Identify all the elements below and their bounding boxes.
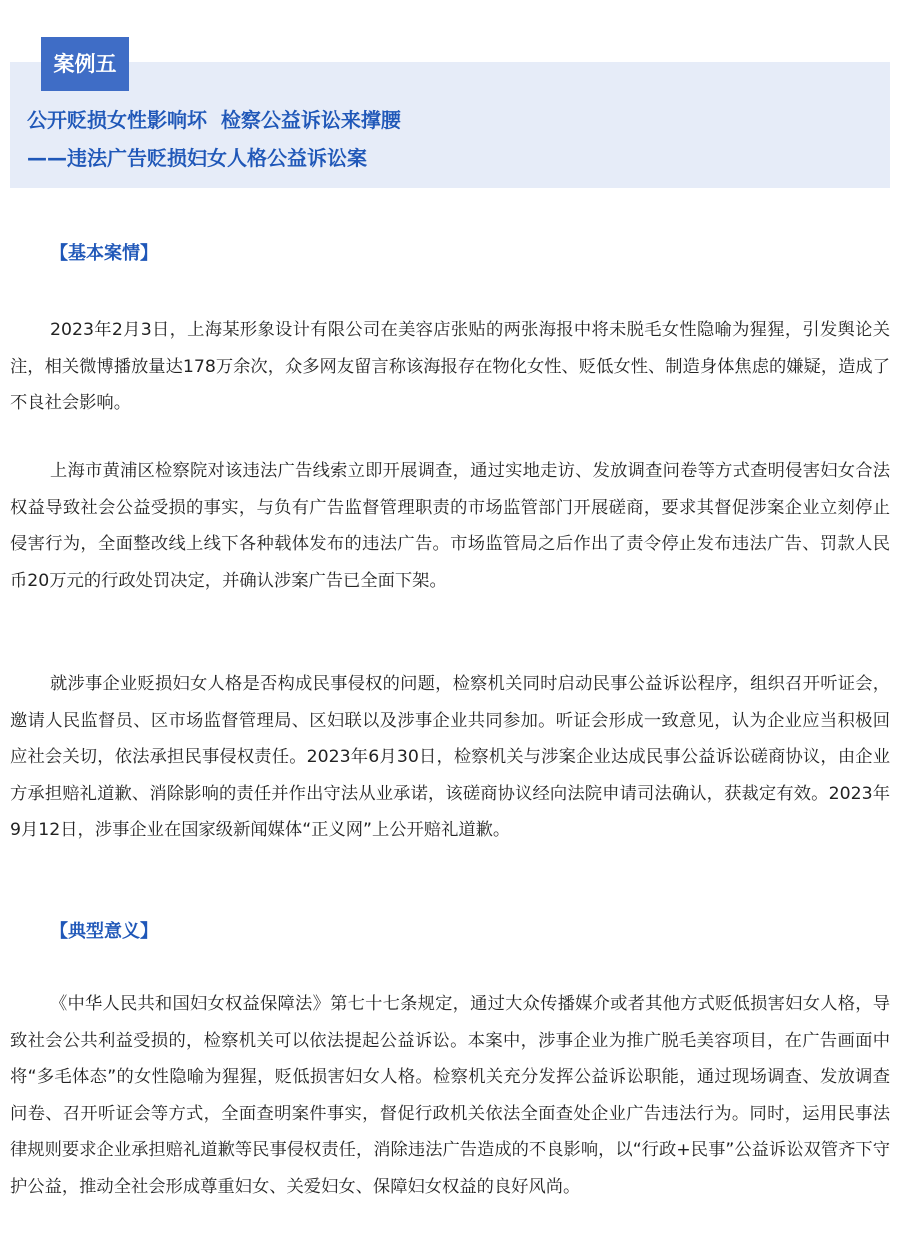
basic-facts-paragraph-2: 上海市黄浦区检察院对该违法广告线索立即开展调查，通过实地走访、发放调查问卷等方式查明侵害妇女合法权益导致社会公益受损的事实，与负有广告监督管理职责的市场监管部门开展磋商，要求其督促涉案企业立刻停止侵害行为，全面整改线上线下各种载体发布的违法广告。市场监管局之后作出了责令停止发布违法广告、罚款人民币20万元的行政处罚决定，并确认涉案广告已全面下架。: [10, 461, 890, 591]
case-subtitle: ——违法广告贬损妇女人格公益诉讼案: [27, 146, 367, 170]
case-number-badge: 案例五: [41, 37, 129, 91]
section-heading-basic-facts: 【基本案情】: [50, 243, 158, 264]
significance-paragraph-1: 《中华人民共和国妇女权益保障法》第七十七条规定，通过大众传播媒介或者其他方式贬低损害妇女人格，导致社会公共利益受损的，检察机关可以依法提起公益诉讼。本案中，涉事企业为推广脱毛美容项目，在广告画面中将“多毛体态”的女性隐喻为猩猩，贬低损害妇女人格。检察机关充分发挥公益诉讼职能，通过现场调查、发放调查问卷、召开听证会等方式，全面查明案件事实，督促行政机关依法全面查处企业广告违法行为。同时，运用民事法律规则要求企业承担赔礼道歉等民事侵权责任，消除违法广告造成的不良影响，以“行政+民事”公益诉讼双管齐下守护公益，推动全社会形成尊重妇女、关爱妇女、保障妇女权益的良好风尚。: [10, 994, 890, 1197]
basic-facts-paragraph-1: 2023年2月3日，上海某形象设计有限公司在美容店张贴的两张海报中将未脱毛女性隐喻为猩猩，引发舆论关注，相关微博播放量达178万余次，众多网友留言称该海报存在物化女性、贬低女性、制造身体焦虑的嫌疑，造成了不良社会影响。: [10, 320, 890, 413]
section-heading-significance: 【典型意义】: [50, 921, 158, 942]
basic-facts-paragraph-3: 就涉事企业贬损妇女人格是否构成民事侵权的问题，检察机关同时启动民事公益诉讼程序，组织召开听证会，邀请人民监督员、区市场监督管理局、区妇联以及涉事企业共同参加。听证会形成一致意见，认为企业应当积极回应社会关切，依法承担民事侵权责任。2023年6月30日，检察机关与涉案企业达成民事公益诉讼磋商协议，由企业方承担赔礼道歉、消除影响的责任并作出守法从业承诺，该磋商协议经向法院申请司法确认，获裁定有效。2023年9月12日，涉事企业在国家级新闻媒体“正义网”上公开赔礼道歉。: [10, 674, 890, 840]
case-title: 公开贬损女性影响坏 检察公益诉讼来撑腰: [27, 108, 401, 132]
